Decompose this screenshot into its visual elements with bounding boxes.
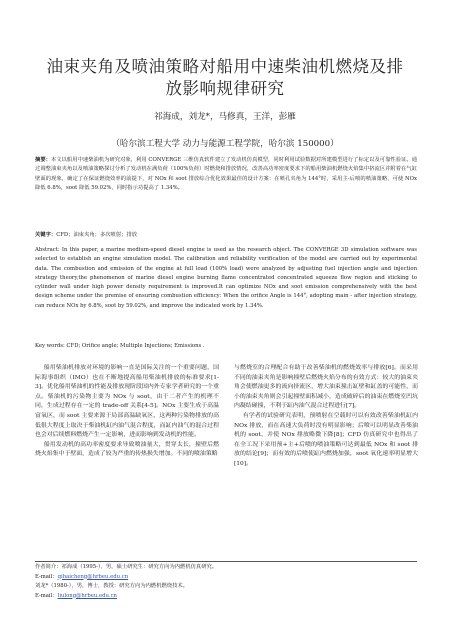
abstract-en-label: Abstract: [35,247,60,253]
keywords-en-text: CFD; Orifice angle; Multiple Injections; Emissions . [66,343,205,349]
authors: 祁海成，刘龙*，马修真，王洋，彭雁 [154,112,296,122]
footnote-divider [35,561,417,562]
paper-title [20,56,430,100]
footnote-email-1 [35,573,417,583]
body-column-right [234,364,418,470]
footnotes [35,563,417,601]
keywords-english [35,343,417,349]
abstract-en-text: In this paper, a marine medium-speed diesel engine is used as the research object. The CONVERGE 3D simulation software was selected to establish an engine simulation model. The calibration and reliability verification of the model are carried out by experimental data. The combustion and emission of the engine at full load (100% load) were analyzed by adjusting fuel injection angle and injection strategy theory,the phenomenon of marine diesel engine burning flame concentrated concentrated squeeze flow region and sticking to cylinder wall under high power density requirement is improved.It can optimize NOx and soot emission comprehensively with the best design scheme under the premise of ensuring combustion efficiency: When the orifice Angle is 144°, adopting main - after injection strategy, can reduce NOx by 6.8%, soot by 59.02%, and improve the indicated work by 1.34%. [35,247,417,309]
title-line-2: 放影响规律研究 [165,79,285,98]
email-link-2[interactable]: liulong@hrbeu.edu.cn [57,592,117,599]
paragraph: 船用发动机的高功率密度要求导致喷油量大，贯穿太长，撞壁后燃烧火焰集中于壁面，造成了较为严重的传热损失增加。不同的喷油策略 [35,441,219,458]
keywords-cn-text: CFD；油束夹角；多次喷射；排放 [56,232,138,238]
paragraph: 与燃烧室的合理配合有助于改善柴油机的燃烧效率与排放[6]。而采用不同的油束夹角是影响撞壁后燃烧火焰分布的有效方式：较大的油束夹角会使燃油更多的流向挤流区，增大油束撞击缸壁和缸盖的可能性，而小的油束夹角则会引起撞壁面积减小，造成破碎后的油束在燃烧室凹坑内凝结碰撞，不利于缸内油气混合过程进行[7]。 [234,365,418,410]
footnote-email-2 [35,592,417,602]
email-label: E-mail： [35,592,58,599]
email-label: E-mail： [35,573,58,580]
paragraph: 船用柴油机排放对环境的影响一直是国际关注的一个重要问题，国际海事组织（IMO）也在不断地提高船用柴油机排放的标准要求[1-3]。优化船用柴油机的性能及排放现阶段国内外专家学者研究的一个重点。柴油机的污染物主要为 NOx 与 soot，由于二者产生的机理不同，生成过程存在一定的 trade-off 关系[4-5]。NOx 主要生成于高温富氧区，而 soot 主要来源于局部高温缺氧区，这两种污染物排放的高低很大程度上取决于柴油机缸内油气混合程度，而缸内油气的混合过程也会对后续燃料燃烧产生一定影响，进而影响到发动机的性能。 [35,365,219,439]
abstract-cn-label: 摘要： [35,157,51,163]
abstract-cn-text: 本文以船用中速柴油机为研究对象，利用 CONVERGE 三维仿真软件建立了发动机仿真模型，同时利用试验数据对所建模型进行了标定以及可靠性验证。通过调整油束夹角以及喷油策略探讨分析了发动机在满负荷（100%负荷）时燃烧和排放情况，改善高功率密度要求下的船用柴油机燃烧火焰集中挤流区并附着在气缸壁面的现象，确定了在保证燃烧效率的前提下，对 NOx 和 soot 排放综合优化效果最佳的设计方案：在喷孔夹角为 144°时，采用主-后喷的喷油策略，可使 NOx 降低 6.8%，soot 降低 59.02%，同时指示功提高了 1.34%。 [35,157,417,191]
footnote-author-2: 刘龙*（1980-），男，博士，教授：研究方向为内燃机燃烧技术。 [35,583,188,589]
body-column-left [35,364,219,460]
footnote-author-1: 作者简介：祁海成（1995-），男，硕士研究生：研究方向为内燃机仿真研究。 [35,564,218,570]
abstract-english [35,246,417,311]
keywords-chinese [35,230,417,238]
paragraph: 有学者的试验研究表明，预喷射在空载时可以有效改善柴油机缸内 NOx 排放，而在高速大负荷时没有明显影响；后喷可以明显改善柴油机的 soot、并使 NOx 排放略微下降[8]；CFD 仿真研究中也得出了在全工况下采用预+主+后喷的喷油策略可达到最低 NOx 和 soot 排放的结论[9]；而有效的后喷使缸内燃烧加强，soot 氧化速率明显增大[10]。 [234,412,418,467]
affiliation: （哈尔滨工程大学 动力与能源工程学院，哈尔滨 150000） [111,139,339,149]
email-link-1[interactable]: qihaicheng@hrbeu.edu.cn [57,573,129,580]
title-line-1: 油束夹角及喷油策略对船用中速柴油机燃烧及排 [46,57,404,76]
keywords-en-label: Key words: [35,343,65,349]
abstract-chinese [35,156,417,193]
keywords-cn-label: 关键字： [35,232,57,238]
